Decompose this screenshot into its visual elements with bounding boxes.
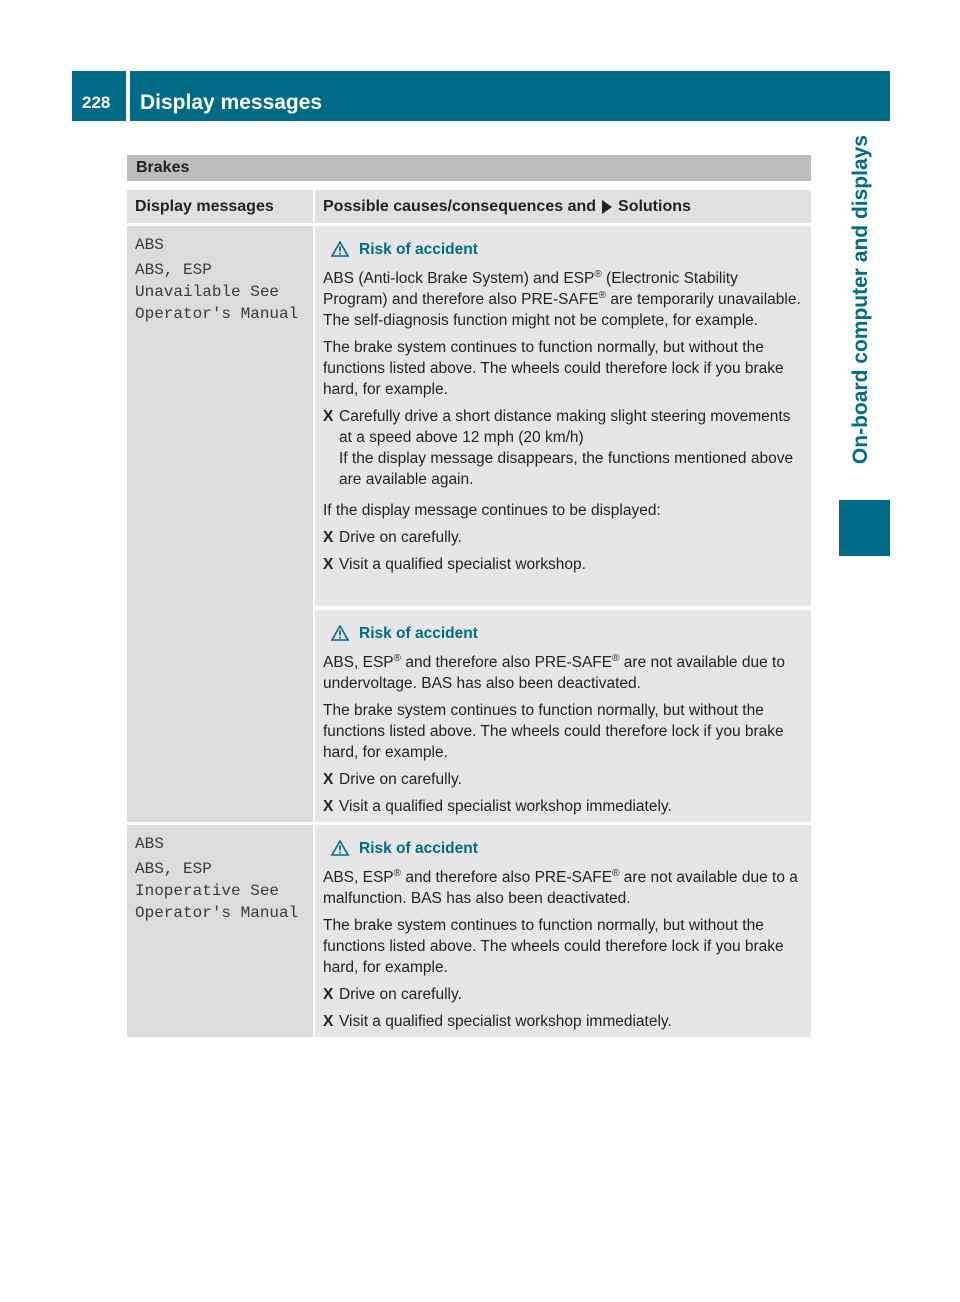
step-text: Drive on carefully. — [339, 771, 462, 788]
step-item — [323, 554, 804, 575]
followup-paragraph: If the display message continues to be displayed: — [323, 502, 661, 519]
registered-mark: ® — [594, 268, 602, 280]
warning-text: Risk of accident — [359, 839, 478, 857]
warning-heading — [331, 238, 804, 260]
message-cell-unavailable — [127, 226, 313, 822]
step-result: If the display message disappears, the functions mentioned above are available again. — [339, 450, 794, 488]
cause-text: are not available due to undervoltage. BAS has also been deactivated. — [323, 654, 785, 692]
warning-text: Risk of accident — [359, 624, 478, 642]
step-marker: X — [323, 771, 334, 788]
step-text: Drive on carefully. — [339, 986, 462, 1003]
message-line: ABS, ESP — [135, 261, 212, 279]
step-text: Drive on carefully. — [339, 529, 462, 546]
step-marker: X — [323, 1013, 334, 1030]
step-item — [323, 527, 804, 548]
cause-text: are temporarily unavailable. The self-diagnosis function might not be complete, for example. — [323, 291, 801, 329]
warning-triangle-icon — [331, 840, 349, 856]
column-header-solutions-post: Solutions — [618, 197, 691, 215]
cause-paragraph — [323, 268, 804, 331]
solution-cell-2 — [315, 610, 811, 822]
message-line: Inoperative See — [135, 882, 280, 900]
step-item — [323, 406, 804, 490]
registered-mark: ® — [612, 867, 620, 879]
consequence-paragraph: The brake system continues to function normally, but without the functions listed above. The wheels could therefore lock if you brake hard, for example. — [323, 917, 784, 976]
registered-mark: ® — [393, 867, 402, 879]
cause-paragraph — [323, 867, 804, 909]
message-line: Unavailable See — [135, 283, 280, 301]
page-header — [72, 71, 890, 121]
triangle-right-icon — [602, 200, 612, 214]
warning-triangle-icon — [331, 241, 349, 257]
cause-text: and therefore also PRE-SAFE — [401, 869, 613, 886]
cause-text: and therefore also PRE-SAFE — [401, 654, 613, 671]
step-marker: X — [323, 408, 334, 425]
page-title: Display messages — [130, 71, 890, 121]
step-item — [323, 984, 804, 1005]
step-text: Visit a qualified specialist workshop immediately. — [339, 798, 672, 815]
consequence-paragraph: The brake system continues to function normally, but without the functions listed above. The wheels could therefore lock if you brake hard, for example. — [323, 702, 784, 761]
column-header-solutions-pre: Possible causes/consequences and — [323, 197, 597, 215]
solution-cell-1 — [315, 226, 811, 606]
step-item — [323, 1011, 804, 1032]
step-item — [323, 769, 804, 790]
column-header-solutions — [315, 190, 811, 223]
step-marker: X — [323, 986, 334, 1003]
chapter-tab-marker — [839, 500, 890, 556]
warning-heading — [331, 837, 804, 859]
warning-heading — [331, 622, 804, 644]
step-marker: X — [323, 529, 334, 546]
cause-text: ABS, ESP — [323, 869, 394, 886]
message-line: ABS — [135, 835, 164, 853]
consequence-paragraph: The brake system continues to function normally, but without the functions listed above. The wheels could therefore lock if you brake hard, for example. — [323, 339, 784, 398]
column-header-messages: Display messages — [127, 190, 313, 223]
step-marker: X — [323, 556, 334, 573]
message-line: ABS, ESP — [135, 860, 212, 878]
cause-text: (Electronic Stability Program) and therefore also PRE-SAFE — [323, 270, 738, 308]
step-item — [323, 796, 804, 817]
chapter-tab — [839, 131, 890, 556]
message-line: ABS — [135, 236, 164, 254]
warning-text: Risk of accident — [359, 240, 478, 258]
warning-triangle-icon — [331, 625, 349, 641]
step-text: Carefully drive a short distance making slight steering movements at a speed above 12 mph (20 km/h) — [339, 408, 791, 446]
step-text: Visit a qualified specialist workshop immediately. — [339, 1013, 672, 1030]
page-number: 228 — [72, 71, 126, 121]
section-title: Brakes — [127, 155, 811, 181]
solution-cell-3 — [315, 825, 811, 1037]
step-text: Visit a qualified specialist workshop. — [339, 556, 586, 573]
message-line: Operator's Manual — [135, 305, 299, 323]
registered-mark: ® — [598, 289, 607, 301]
registered-mark: ® — [393, 652, 402, 664]
cause-text: are not available due to a malfunction. BAS has also been deactivated. — [323, 869, 798, 907]
cause-paragraph — [323, 652, 804, 694]
step-marker: X — [323, 798, 334, 815]
cause-text: ABS, ESP — [323, 654, 394, 671]
registered-mark: ® — [612, 652, 620, 664]
cause-text: ABS (Anti-lock Brake System) and ESP — [323, 270, 595, 287]
message-cell-inoperative — [127, 825, 313, 1037]
chapter-tab-label: On-board computer and displays — [849, 135, 872, 465]
message-line: Operator's Manual — [135, 904, 299, 922]
